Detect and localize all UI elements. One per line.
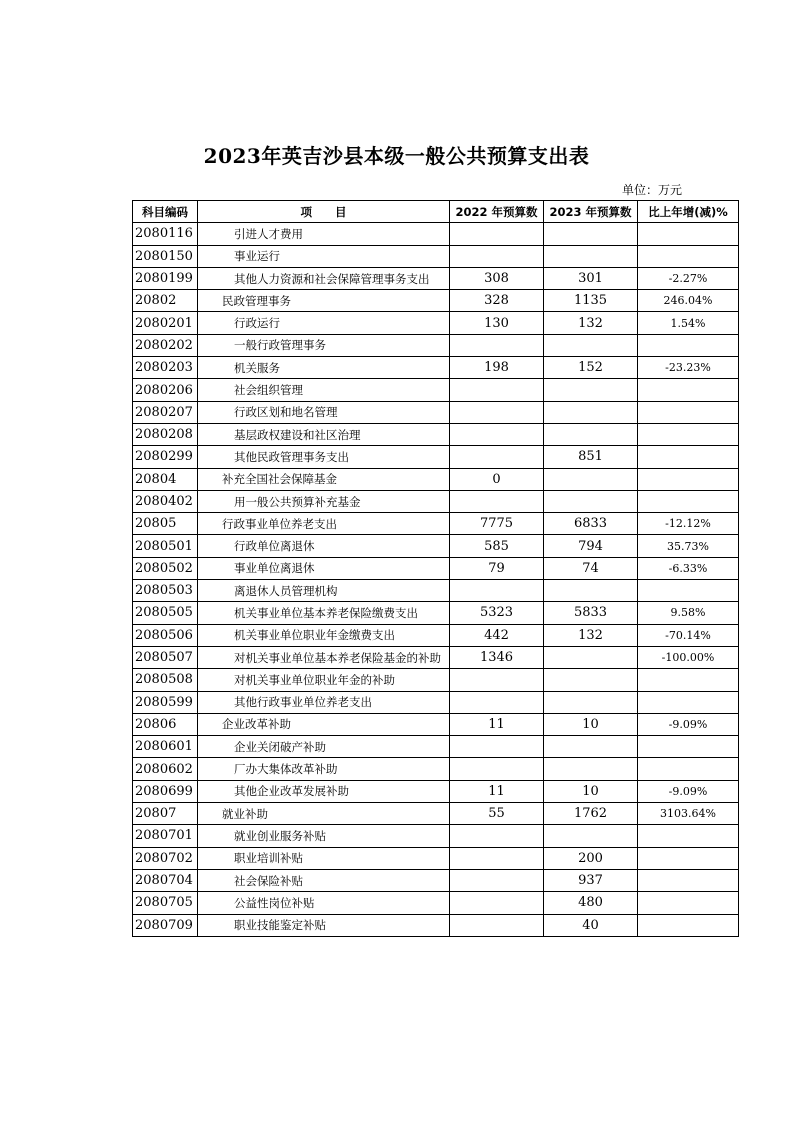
row-code-cell: 2080709 (133, 914, 198, 936)
row-item-cell: 机关事业单位基本养老保险缴费支出 (198, 602, 450, 624)
row-code-cell: 2080503 (133, 580, 198, 602)
row-budget-2023-cell (544, 736, 638, 758)
row-budget-2023-cell (544, 646, 638, 668)
row-code-cell: 2080201 (133, 312, 198, 334)
row-code-cell: 20804 (133, 468, 198, 490)
row-item-cell: 其他人力资源和社会保障管理事务支出 (198, 267, 450, 289)
table-row (133, 803, 739, 825)
row-change-cell (638, 825, 739, 847)
row-change-cell (638, 669, 739, 691)
row-change-cell: -9.09% (638, 713, 739, 735)
row-item-cell: 基层政权建设和社区治理 (198, 423, 450, 445)
table-row (133, 691, 739, 713)
header-budget-2022: 2022 年预算数 (450, 201, 544, 223)
row-item-cell: 其他民政管理事务支出 (198, 446, 450, 468)
row-code-cell: 2080601 (133, 736, 198, 758)
row-budget-2023-cell: 1762 (544, 803, 638, 825)
table-row (133, 557, 739, 579)
row-change-cell (638, 847, 739, 869)
table-row (133, 334, 739, 356)
table-header-row (133, 201, 739, 223)
row-budget-2022-cell: 11 (450, 713, 544, 735)
table-row (133, 892, 739, 914)
row-budget-2022-cell (450, 758, 544, 780)
table-row (133, 736, 739, 758)
row-change-cell (638, 423, 739, 445)
row-change-cell: -12.12% (638, 513, 739, 535)
table-row (133, 847, 739, 869)
table-body (133, 223, 739, 937)
row-change-cell: -23.23% (638, 357, 739, 379)
header-budget-2023: 2023 年预算数 (544, 201, 638, 223)
row-item-cell: 企业关闭破产补助 (198, 736, 450, 758)
row-item-cell: 行政区划和地名管理 (198, 401, 450, 423)
row-budget-2022-cell (450, 223, 544, 245)
budget-table (132, 200, 739, 937)
row-item-cell: 企业改革补助 (198, 713, 450, 735)
row-budget-2023-cell: 301 (544, 267, 638, 289)
row-change-cell: 3103.64% (638, 803, 739, 825)
table-row (133, 624, 739, 646)
table-row (133, 513, 739, 535)
row-budget-2023-cell (544, 223, 638, 245)
row-budget-2022-cell: 328 (450, 290, 544, 312)
row-item-cell: 一般行政管理事务 (198, 334, 450, 356)
row-item-cell: 公益性岗位补贴 (198, 892, 450, 914)
table-row (133, 914, 739, 936)
row-budget-2022-cell: 7775 (450, 513, 544, 535)
table-row (133, 312, 739, 334)
table-row (133, 490, 739, 512)
row-budget-2023-cell (544, 334, 638, 356)
row-change-cell (638, 580, 739, 602)
row-budget-2023-cell: 6833 (544, 513, 638, 535)
table-row (133, 290, 739, 312)
row-change-cell: 9.58% (638, 602, 739, 624)
row-change-cell: -9.09% (638, 780, 739, 802)
row-item-cell: 就业补助 (198, 803, 450, 825)
table-row (133, 669, 739, 691)
row-budget-2022-cell (450, 245, 544, 267)
row-budget-2023-cell: 1135 (544, 290, 638, 312)
row-item-cell: 行政单位离退休 (198, 535, 450, 557)
row-code-cell: 2080506 (133, 624, 198, 646)
row-change-cell (638, 446, 739, 468)
table-row (133, 869, 739, 891)
table-row (133, 646, 739, 668)
row-code-cell: 20802 (133, 290, 198, 312)
row-code-cell: 2080705 (133, 892, 198, 914)
row-code-cell: 2080199 (133, 267, 198, 289)
row-change-cell: 1.54% (638, 312, 739, 334)
row-budget-2022-cell: 442 (450, 624, 544, 646)
row-code-cell: 2080508 (133, 669, 198, 691)
header-code: 科目编码 (133, 201, 198, 223)
row-change-cell (638, 869, 739, 891)
row-budget-2022-cell: 55 (450, 803, 544, 825)
row-code-cell: 2080402 (133, 490, 198, 512)
row-item-cell: 职业技能鉴定补贴 (198, 914, 450, 936)
row-budget-2023-cell (544, 490, 638, 512)
row-item-cell: 事业运行 (198, 245, 450, 267)
table-row (133, 468, 739, 490)
row-item-cell: 事业单位离退休 (198, 557, 450, 579)
row-budget-2022-cell (450, 669, 544, 691)
row-change-cell (638, 401, 739, 423)
row-budget-2023-cell: 10 (544, 713, 638, 735)
row-code-cell: 2080116 (133, 223, 198, 245)
row-change-cell (638, 468, 739, 490)
unit-label: 单位：万元 (622, 183, 683, 197)
row-item-cell: 其他行政事业单位养老支出 (198, 691, 450, 713)
header-item: 项 目 (198, 201, 450, 223)
row-change-cell: 35.73% (638, 535, 739, 557)
row-code-cell: 2080505 (133, 602, 198, 624)
row-code-cell: 2080701 (133, 825, 198, 847)
row-change-cell: 246.04% (638, 290, 739, 312)
table-row (133, 245, 739, 267)
row-item-cell: 补充全国社会保障基金 (198, 468, 450, 490)
table-row (133, 223, 739, 245)
row-code-cell: 2080207 (133, 401, 198, 423)
row-change-cell (638, 758, 739, 780)
row-change-cell (638, 379, 739, 401)
row-budget-2023-cell: 480 (544, 892, 638, 914)
row-budget-2023-cell (544, 580, 638, 602)
row-code-cell: 20806 (133, 713, 198, 735)
table-row (133, 825, 739, 847)
table-row (133, 780, 739, 802)
row-budget-2023-cell: 10 (544, 780, 638, 802)
row-item-cell: 厂办大集体改革补助 (198, 758, 450, 780)
row-budget-2022-cell: 198 (450, 357, 544, 379)
row-code-cell: 2080501 (133, 535, 198, 557)
row-budget-2023-cell (544, 691, 638, 713)
row-budget-2023-cell (544, 669, 638, 691)
row-budget-2022-cell: 130 (450, 312, 544, 334)
row-budget-2023-cell: 132 (544, 312, 638, 334)
row-budget-2023-cell: 5833 (544, 602, 638, 624)
table-row (133, 713, 739, 735)
row-code-cell: 2080507 (133, 646, 198, 668)
row-item-cell: 引进人才费用 (198, 223, 450, 245)
row-item-cell: 离退休人员管理机构 (198, 580, 450, 602)
row-change-cell (638, 892, 739, 914)
page-title: 2023年英吉沙县本级一般公共预算支出表 (203, 144, 590, 168)
row-budget-2022-cell: 585 (450, 535, 544, 557)
row-code-cell: 2080602 (133, 758, 198, 780)
row-item-cell: 行政运行 (198, 312, 450, 334)
row-item-cell: 对机关事业单位基本养老保险基金的补助 (198, 646, 450, 668)
row-budget-2022-cell (450, 892, 544, 914)
row-budget-2023-cell: 152 (544, 357, 638, 379)
row-item-cell: 机关事业单位职业年金缴费支出 (198, 624, 450, 646)
row-budget-2022-cell (450, 691, 544, 713)
row-code-cell: 2080150 (133, 245, 198, 267)
row-budget-2022-cell: 79 (450, 557, 544, 579)
row-change-cell (638, 490, 739, 512)
row-code-cell: 2080299 (133, 446, 198, 468)
row-budget-2022-cell (450, 736, 544, 758)
row-budget-2022-cell (450, 914, 544, 936)
table-row (133, 446, 739, 468)
header-change: 比上年增(减)% (638, 201, 739, 223)
row-code-cell: 2080502 (133, 557, 198, 579)
row-budget-2023-cell (544, 758, 638, 780)
row-budget-2023-cell: 74 (544, 557, 638, 579)
row-budget-2023-cell (544, 825, 638, 847)
row-budget-2022-cell: 11 (450, 780, 544, 802)
row-budget-2022-cell (450, 446, 544, 468)
row-budget-2023-cell (544, 423, 638, 445)
row-item-cell: 社会保险补贴 (198, 869, 450, 891)
row-budget-2022-cell (450, 490, 544, 512)
row-change-cell: -100.00% (638, 646, 739, 668)
row-code-cell: 2080206 (133, 379, 198, 401)
row-item-cell: 就业创业服务补贴 (198, 825, 450, 847)
row-code-cell: 2080699 (133, 780, 198, 802)
table-row (133, 357, 739, 379)
row-budget-2023-cell: 937 (544, 869, 638, 891)
table-row (133, 580, 739, 602)
row-budget-2022-cell (450, 847, 544, 869)
row-budget-2022-cell: 5323 (450, 602, 544, 624)
table-row (133, 423, 739, 445)
row-budget-2022-cell (450, 869, 544, 891)
row-item-cell: 其他企业改革发展补助 (198, 780, 450, 802)
row-change-cell (638, 914, 739, 936)
row-budget-2022-cell: 308 (450, 267, 544, 289)
row-budget-2023-cell (544, 401, 638, 423)
row-item-cell: 社会组织管理 (198, 379, 450, 401)
row-budget-2023-cell (544, 468, 638, 490)
row-budget-2022-cell (450, 379, 544, 401)
row-code-cell: 2080599 (133, 691, 198, 713)
table-row (133, 535, 739, 557)
table-row (133, 379, 739, 401)
table-row (133, 401, 739, 423)
row-budget-2023-cell: 132 (544, 624, 638, 646)
row-item-cell: 职业培训补贴 (198, 847, 450, 869)
row-code-cell: 2080203 (133, 357, 198, 379)
row-code-cell: 2080702 (133, 847, 198, 869)
row-budget-2022-cell (450, 334, 544, 356)
row-item-cell: 对机关事业单位职业年金的补助 (198, 669, 450, 691)
row-code-cell: 2080208 (133, 423, 198, 445)
row-change-cell (638, 334, 739, 356)
row-item-cell: 用一般公共预算补充基金 (198, 490, 450, 512)
row-change-cell: -6.33% (638, 557, 739, 579)
row-budget-2023-cell (544, 379, 638, 401)
row-item-cell: 民政管理事务 (198, 290, 450, 312)
table-row (133, 267, 739, 289)
row-budget-2022-cell: 1346 (450, 646, 544, 668)
row-code-cell: 20805 (133, 513, 198, 535)
row-budget-2023-cell: 794 (544, 535, 638, 557)
row-change-cell (638, 245, 739, 267)
row-budget-2023-cell (544, 245, 638, 267)
row-item-cell: 机关服务 (198, 357, 450, 379)
row-budget-2022-cell (450, 825, 544, 847)
row-change-cell (638, 736, 739, 758)
row-code-cell: 20807 (133, 803, 198, 825)
row-change-cell (638, 691, 739, 713)
row-budget-2022-cell (450, 423, 544, 445)
row-code-cell: 2080704 (133, 869, 198, 891)
row-code-cell: 2080202 (133, 334, 198, 356)
table-row (133, 758, 739, 780)
row-change-cell: -2.27% (638, 267, 739, 289)
row-budget-2023-cell: 40 (544, 914, 638, 936)
row-budget-2022-cell (450, 580, 544, 602)
row-change-cell: -70.14% (638, 624, 739, 646)
row-change-cell (638, 223, 739, 245)
row-budget-2023-cell: 851 (544, 446, 638, 468)
row-item-cell: 行政事业单位养老支出 (198, 513, 450, 535)
table-row (133, 602, 739, 624)
row-budget-2023-cell: 200 (544, 847, 638, 869)
row-budget-2022-cell: 0 (450, 468, 544, 490)
row-budget-2022-cell (450, 401, 544, 423)
